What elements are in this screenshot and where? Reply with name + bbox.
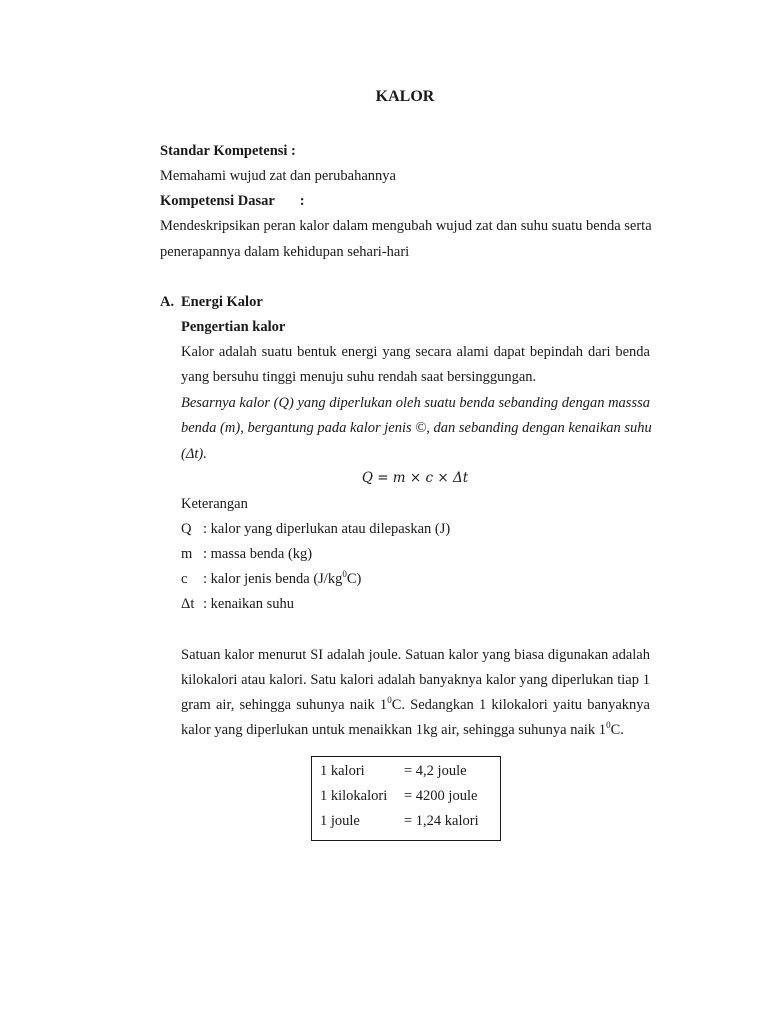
kompetensi-dasar-colon: :	[299, 193, 305, 209]
page-title: KALOR	[375, 88, 435, 105]
kompetensi-dasar-label	[160, 193, 305, 210]
keterangan-desc-tail: C)	[346, 571, 362, 587]
keterangan-item	[181, 596, 294, 613]
italic-line1: Besarnya kalor (Q) yang diperlukan oleh suatu benda sebanding dengan masssa	[181, 395, 650, 411]
para2-line4-end: C.	[610, 722, 624, 738]
italic-line2: benda (m), bergantung pada kalor jenis ©, dan sebanding dengan kenaikan suhu	[181, 420, 652, 436]
value-cell: = 4,2 joule	[404, 763, 467, 779]
unit-cell: 1 kilokalori	[320, 788, 388, 804]
table-row	[312, 757, 501, 785]
kompetensi-dasar-line1: Mendeskripsikan peran kalor dalam mengubah wujud zat dan suhu suatu benda serta	[160, 218, 652, 234]
keterangan-desc: : massa benda (kg)	[203, 546, 313, 562]
para1-line2: yang bersuhu tinggi menuju suhu rendah saat bersinggungan.	[181, 369, 537, 385]
section-a-marker: A.	[160, 294, 175, 310]
value-cell: = 4200 joule	[404, 788, 478, 804]
keterangan-symbol: c	[181, 571, 188, 587]
standar-kompetensi-text: Memahami wujud zat dan perubahannya	[160, 168, 396, 184]
standar-kompetensi-label: Standar Kompetensi :	[160, 143, 296, 159]
para2-line4	[181, 722, 624, 739]
para2-line3-start: gram air, sehingga suhunya naik 1	[181, 697, 388, 713]
keterangan-symbol: Q	[181, 521, 192, 537]
section-a-subheading: Pengertian kalor	[181, 319, 286, 335]
keterangan-desc: : kalor yang diperlukan atau dilepaskan (J)	[203, 521, 451, 537]
para1-line1: Kalor adalah suatu bentuk energi yang secara alami dapat bepindah dari benda	[181, 344, 650, 360]
conversion-table	[311, 756, 501, 841]
keterangan-label: Keterangan	[181, 496, 248, 512]
para2-line3	[181, 697, 650, 714]
keterangan-symbol: m	[181, 546, 193, 562]
keterangan-desc: : kalor jenis benda (J/kg	[203, 571, 343, 587]
italic-line3: (Δt).	[181, 446, 207, 462]
keterangan-symbol: Δt	[181, 596, 195, 612]
section-a-heading: Energi Kalor	[181, 294, 263, 310]
table-row	[312, 809, 501, 841]
unit-cell: 1 joule	[320, 813, 360, 829]
para2-line3-end: C. Sedangkan 1 kilokalori yaitu banyaknya	[391, 697, 650, 713]
para2-line3-superscript: 0	[387, 695, 392, 706]
table-row	[312, 784, 501, 809]
keterangan-item	[181, 571, 361, 588]
heat-formula: Q = m × c × Δt	[361, 470, 469, 486]
value-cell: = 1,24 kalori	[404, 813, 479, 829]
keterangan-superscript: 0	[342, 569, 347, 580]
keterangan-item	[181, 546, 312, 563]
keterangan-desc: : kenaikan suhu	[203, 596, 295, 612]
para2-line4-start: kalor yang diperlukan untuk menaikkan 1kg air, sehingga suhunya naik 1	[181, 722, 607, 738]
para2-line2: kilokalori atau kalori. Satu kalori adalah banyaknya kalor yang diperlukan tiap 1	[181, 672, 650, 688]
unit-cell: 1 kalori	[320, 763, 365, 779]
kompetensi-dasar-label-text: Kompetensi Dasar	[160, 193, 275, 209]
keterangan-item	[181, 521, 450, 538]
para2-line1: Satuan kalor menurut SI adalah joule. Satuan kalor yang biasa digunakan adalah	[181, 647, 650, 663]
kompetensi-dasar-line2: penerapannya dalam kehidupan sehari-hari	[160, 244, 410, 260]
para2-line4-superscript: 0	[606, 720, 611, 731]
